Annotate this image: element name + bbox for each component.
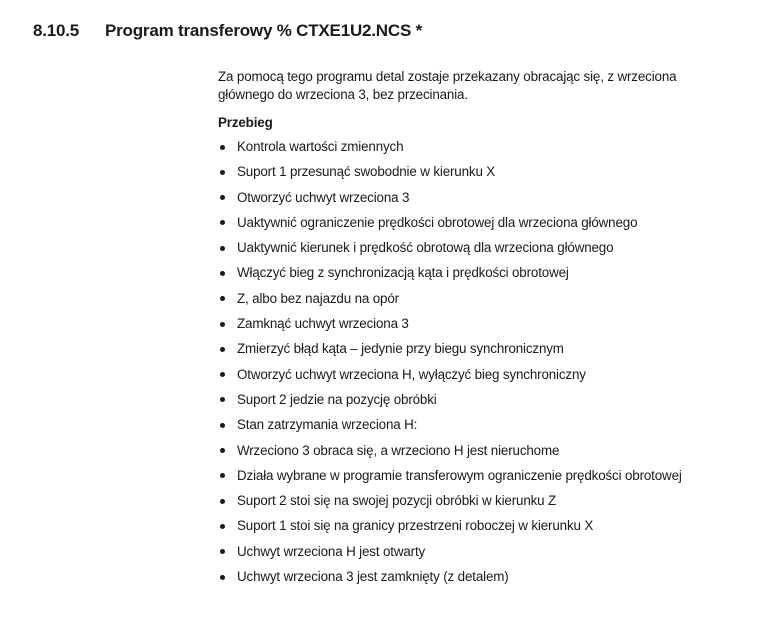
list-item xyxy=(218,391,738,416)
list-item-text: Zamknąć uchwyt wrzeciona 3 xyxy=(237,316,409,332)
bullet-icon xyxy=(220,448,225,453)
bullet-icon xyxy=(220,195,225,200)
list-item-text: Stan zatrzymania wrzeciona H: xyxy=(237,417,418,433)
bullet-icon xyxy=(220,271,225,276)
bullet-icon xyxy=(220,246,225,251)
list-item xyxy=(218,315,738,340)
bullet-icon xyxy=(220,575,225,580)
list-item xyxy=(218,467,738,492)
list-item xyxy=(218,543,738,568)
list-item-text: Otworzyć uchwyt wrzeciona 3 xyxy=(237,189,410,205)
bullet-icon xyxy=(220,220,225,225)
bullet-icon xyxy=(220,524,225,529)
section-number: 8.10.5 xyxy=(33,21,80,40)
list-item-text: Otworzyć uchwyt wrzeciona H, wyłączyć bieg synchroniczny xyxy=(237,366,586,382)
list-item-text: Suport 2 stoi się na swojej pozycji obróbki w kierunku Z xyxy=(237,493,557,509)
list-item-text: Z, albo bez najazdu na opór xyxy=(237,290,399,306)
list-item xyxy=(218,189,738,214)
list-item xyxy=(218,290,738,315)
list-item-text: Działa wybrane w programie transferowym ograniczenie prędkości obrotowej xyxy=(237,467,682,483)
section-title: Program transferowy % CTXE1U2.NCS * xyxy=(105,21,423,40)
list-item-text: Suport 1 przesunąć swobodnie w kierunku X xyxy=(237,164,496,180)
bullet-icon xyxy=(220,423,225,428)
list-item xyxy=(218,138,738,163)
list-item-text: Uchwyt wrzeciona H jest otwarty xyxy=(237,543,426,559)
bullet-icon xyxy=(220,473,225,478)
bullet-icon xyxy=(220,549,225,554)
bullet-icon xyxy=(220,170,225,175)
list-item xyxy=(218,366,738,391)
bullet-icon xyxy=(220,322,225,327)
section-content xyxy=(218,68,738,593)
list-item xyxy=(218,492,738,517)
bullet-icon xyxy=(220,372,225,377)
list-item xyxy=(218,214,738,239)
bullet-icon xyxy=(220,145,225,150)
procedure-steps-list xyxy=(218,138,738,593)
list-item xyxy=(218,163,738,188)
list-item xyxy=(218,264,738,289)
bullet-icon xyxy=(220,347,225,352)
procedure-heading: Przebieg xyxy=(218,115,273,130)
list-item-text: Wrzeciono 3 obraca się, a wrzeciono H jest nieruchome xyxy=(237,442,560,458)
list-item-text: Suport 1 stoi się na granicy przestrzeni roboczej w kierunku X xyxy=(237,518,594,534)
bullet-icon xyxy=(220,296,225,301)
list-item xyxy=(218,568,738,593)
list-item-text: Uchwyt wrzeciona 3 jest zamknięty (z detalem) xyxy=(237,569,509,585)
list-item-text: Włączyć bieg z synchronizacją kąta i prędkości obrotowej xyxy=(237,265,569,281)
list-item-text: Suport 2 jedzie na pozycję obróbki xyxy=(237,391,437,407)
list-item xyxy=(218,340,738,365)
list-item xyxy=(218,442,738,467)
list-item xyxy=(218,239,738,264)
list-item xyxy=(218,416,738,441)
intro-paragraph: Za pomocą tego programu detal zostaje przekazany obracając się, z wrzeciona głównego do wrzeciona 3, bez przecinania. xyxy=(218,69,677,102)
list-item-text: Uaktywnić ograniczenie prędkości obrotowej dla wrzeciona głównego xyxy=(237,214,638,230)
bullet-icon xyxy=(220,397,225,402)
list-item-text: Zmierzyć błąd kąta – jedynie przy biegu synchronicznym xyxy=(237,341,564,357)
list-item-text: Kontrola wartości zmiennych xyxy=(237,139,404,154)
list-item xyxy=(218,517,738,542)
list-item-text: Uaktywnić kierunek i prędkość obrotową dla wrzeciona głównego xyxy=(237,240,614,256)
bullet-icon xyxy=(220,499,225,504)
